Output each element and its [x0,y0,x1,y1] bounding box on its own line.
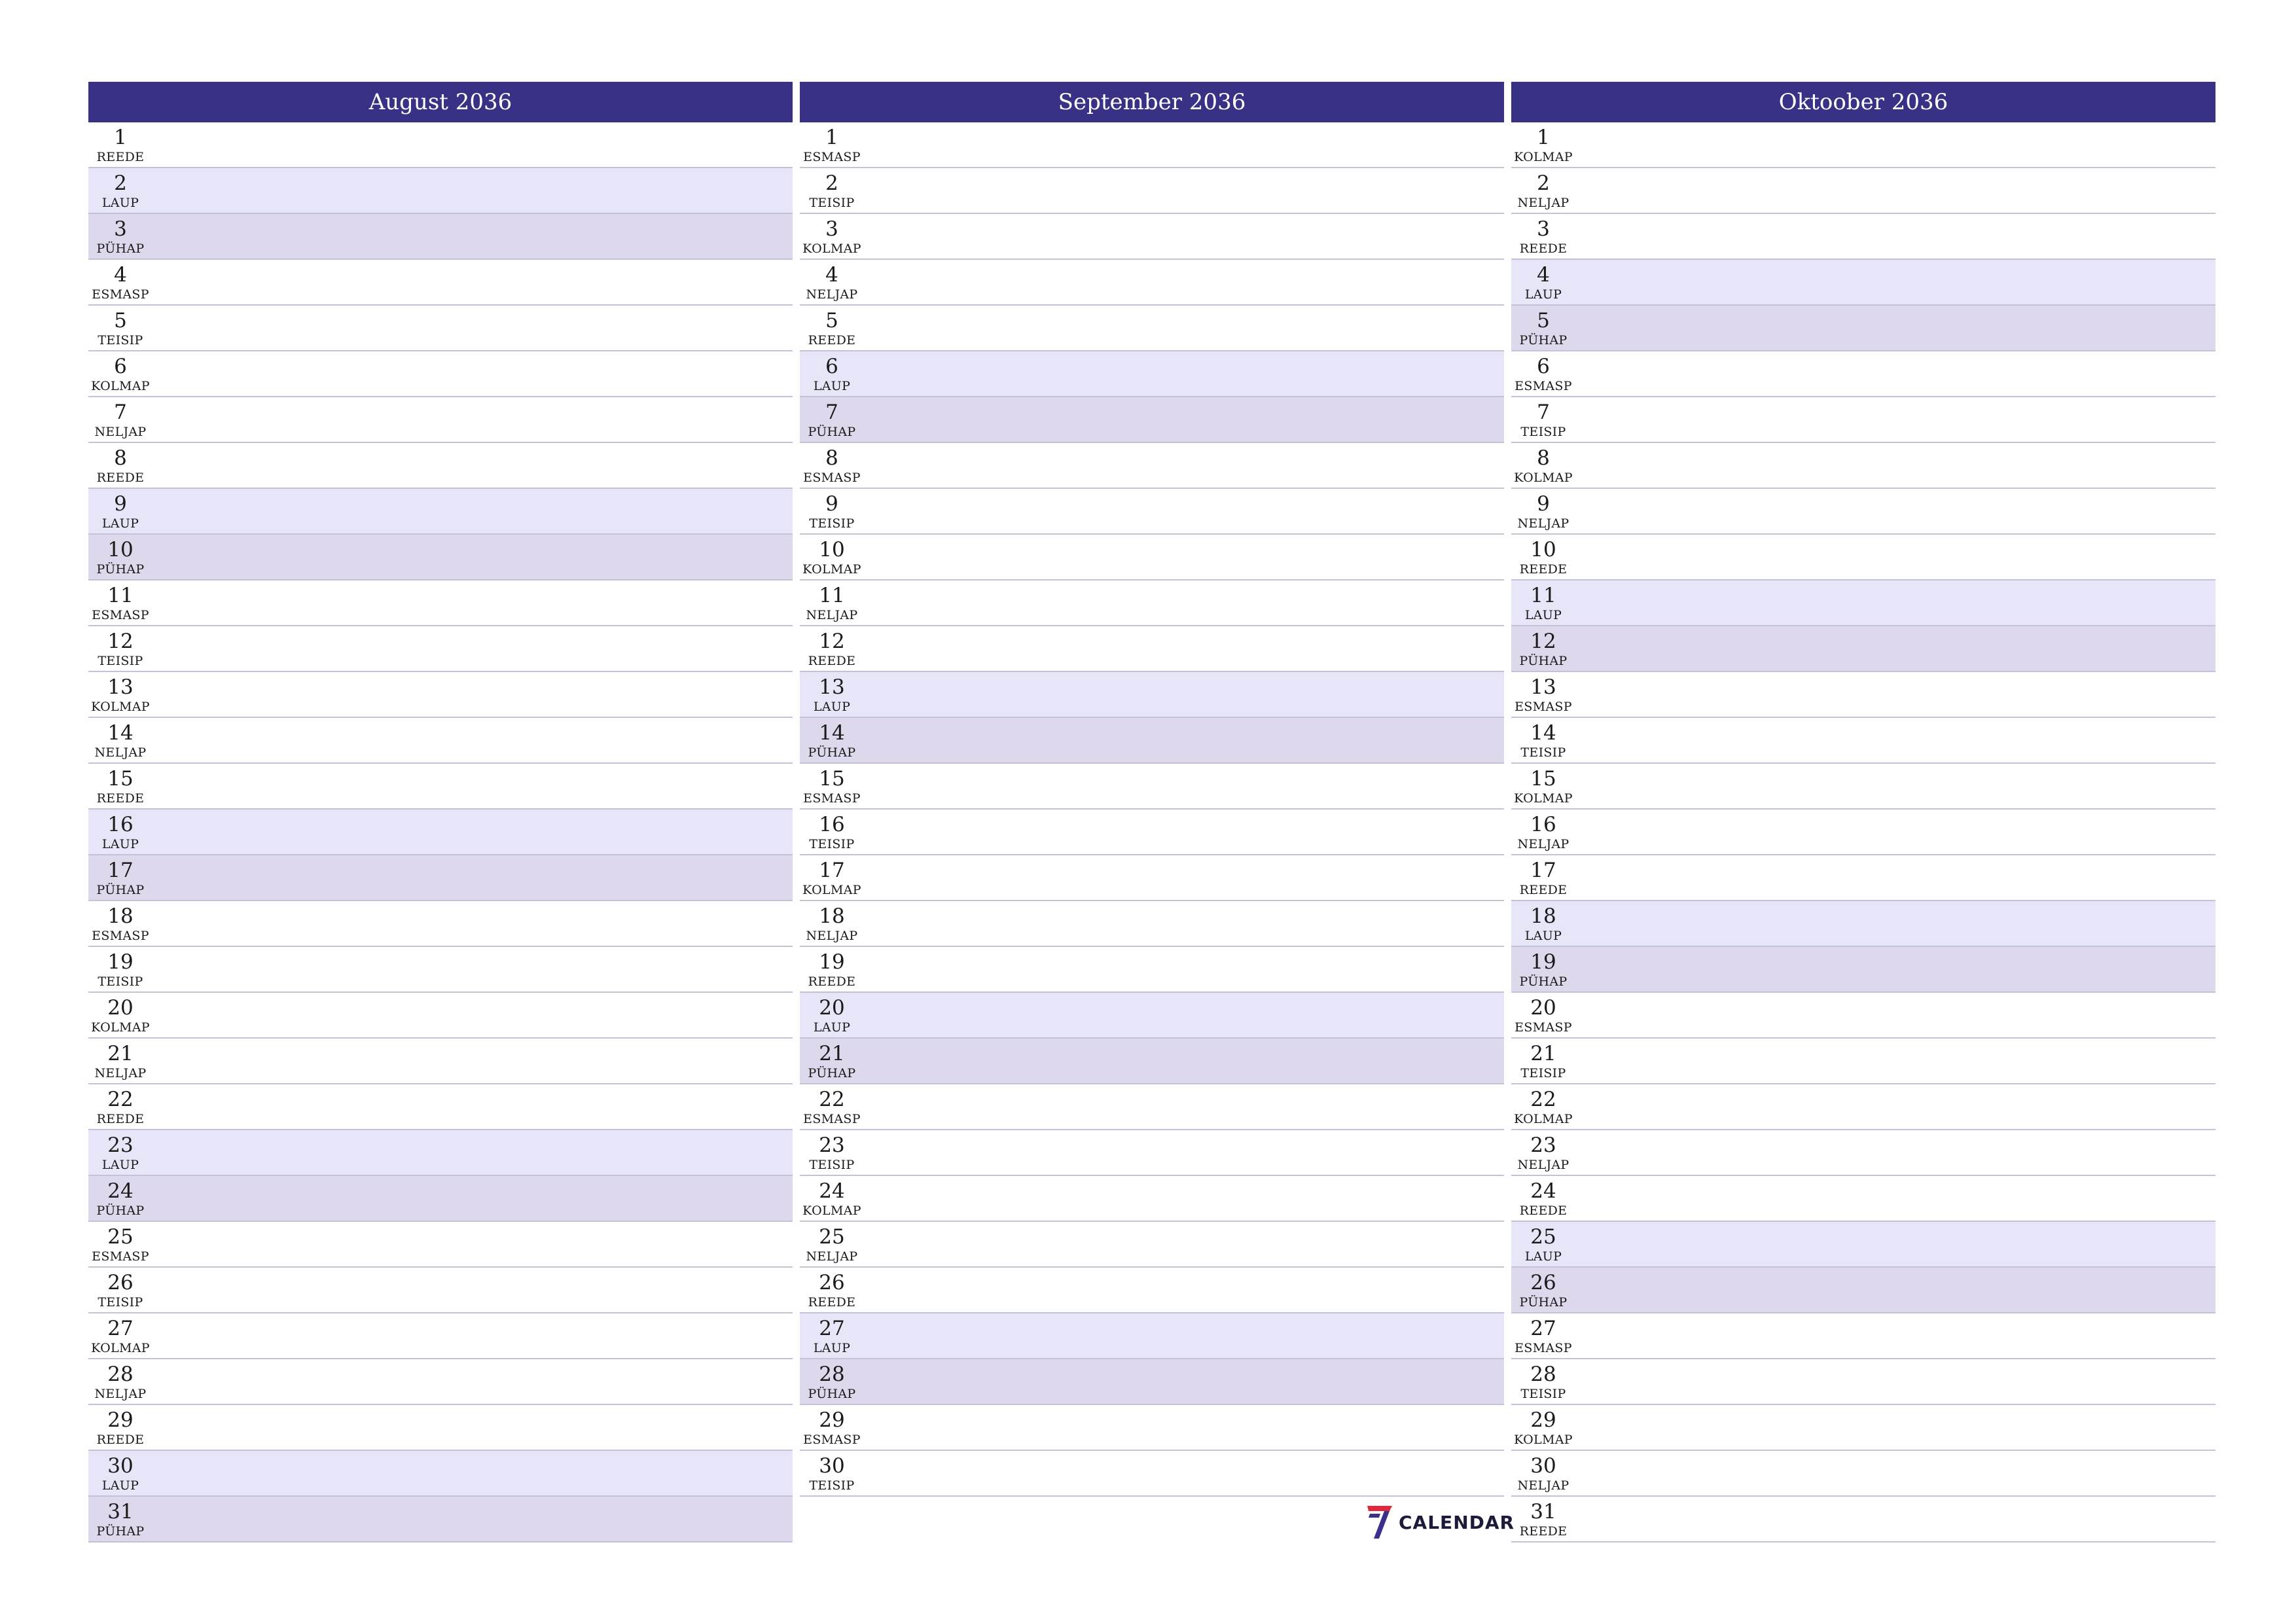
day-row [800,535,1504,580]
day-row [800,214,1504,260]
day-number: 8 [1537,446,1550,470]
day-row [1511,1268,2215,1313]
day-row [1511,1313,2215,1359]
month-title: September 2036 [800,82,1504,122]
month-title: August 2036 [88,82,793,122]
weekday-label: KOLMAP [1514,791,1573,806]
day-number: 30 [819,1454,845,1478]
weekday-label: NELJAP [806,287,858,302]
weekday-label: ESMASP [92,608,149,622]
day-number: 22 [107,1088,134,1111]
day-row [800,443,1504,489]
day-number: 14 [819,721,845,745]
day-number: 1 [825,126,838,149]
weekday-label: KOLMAP [91,1020,150,1035]
weekday-label: TEISIP [1520,1066,1566,1080]
weekday-label: LAUP [1524,1249,1562,1264]
day-row [1511,855,2215,901]
day-number: 17 [819,859,845,882]
day-number: 17 [107,859,134,882]
weekday-label: ESMASP [1515,1341,1572,1355]
weekday-label: TEISIP [809,196,855,210]
day-number: 4 [825,263,838,287]
weekday-label: PÜHAP [808,745,856,760]
day-row [1511,1176,2215,1222]
day-number: 10 [107,538,134,562]
day-number: 1 [1537,126,1550,149]
day-row [800,1451,1504,1497]
day-number: 19 [1530,950,1556,974]
day-row [88,855,793,901]
day-number: 24 [107,1179,134,1203]
day-row [88,443,793,489]
day-number: 27 [107,1317,134,1340]
weekday-label: LAUP [101,516,139,531]
day-row [88,1039,793,1084]
day-row [1511,1039,2215,1084]
weekday-label: PÜHAP [1519,654,1568,668]
weekday-label: ESMASP [803,791,861,806]
day-number: 1 [114,126,127,149]
day-number: 14 [1530,721,1556,745]
day-row [1511,580,2215,626]
weekday-label: NELJAP [806,929,858,943]
day-number: 25 [819,1225,845,1249]
day-row [800,306,1504,351]
day-number: 13 [819,675,845,699]
weekday-label: NELJAP [1517,1158,1570,1172]
day-row [88,489,793,535]
day-number: 6 [1537,355,1550,378]
logo-text: CALENDAR [1399,1511,1515,1533]
day-number: 5 [1537,309,1550,332]
day-row [1511,1359,2215,1405]
day-number: 18 [107,904,134,928]
weekday-label: TEISIP [809,1478,855,1493]
weekday-label: TEISIP [1520,745,1566,760]
day-row [1511,260,2215,306]
day-row [88,1497,793,1543]
day-row [88,306,793,351]
weekday-label: KOLMAP [802,883,861,897]
day-row [1511,351,2215,397]
day-number: 23 [819,1133,845,1157]
weekday-label: NELJAP [94,745,147,760]
weekday-label: ESMASP [1515,379,1572,393]
weekday-label: LAUP [813,1341,851,1355]
weekday-label: REEDE [1519,1524,1568,1539]
weekday-label: TEISIP [98,1295,143,1310]
day-number: 28 [107,1363,134,1386]
day-row [88,718,793,764]
day-number: 11 [1530,584,1556,607]
day-number: 24 [1530,1179,1556,1203]
weekday-label: LAUP [101,1158,139,1172]
day-number: 8 [825,446,838,470]
day-number: 15 [107,767,134,791]
day-number: 25 [1530,1225,1556,1249]
day-row [1511,535,2215,580]
day-row [800,1176,1504,1222]
day-number: 20 [107,996,134,1020]
day-number: 29 [819,1408,845,1432]
day-number: 28 [1530,1363,1556,1386]
weekday-label: PÜHAP [96,562,145,577]
weekday-label: LAUP [1524,608,1562,622]
day-row [800,1222,1504,1268]
day-row [88,672,793,718]
weekday-label: NELJAP [1517,516,1570,531]
day-row [88,1405,793,1451]
day-number: 19 [107,950,134,974]
day-number: 9 [825,492,838,516]
day-number: 30 [107,1454,134,1478]
weekday-label: NELJAP [806,1249,858,1264]
day-row [1511,122,2215,168]
weekday-label: LAUP [1524,929,1562,943]
weekday-label: REEDE [1519,883,1568,897]
day-row [1511,1130,2215,1176]
calendar-logo [1365,1504,1515,1541]
weekday-label: ESMASP [803,1433,861,1447]
day-row [800,1359,1504,1405]
day-list [88,122,793,1543]
weekday-label: PÜHAP [96,241,145,256]
weekday-label: LAUP [101,196,139,210]
day-number: 21 [1530,1042,1556,1065]
day-number: 30 [1530,1454,1556,1478]
weekday-label: ESMASP [1515,1020,1572,1035]
day-row [1511,1222,2215,1268]
weekday-label: ESMASP [803,1112,861,1126]
day-number: 18 [819,904,845,928]
weekday-label: TEISIP [1520,425,1566,439]
day-row [1511,810,2215,855]
day-number: 31 [1530,1500,1556,1524]
day-number: 7 [825,401,838,424]
weekday-label: NELJAP [94,1387,147,1401]
weekday-label: REEDE [1519,562,1568,577]
weekday-label: KOLMAP [1514,150,1573,164]
day-row [1511,1451,2215,1497]
day-row [800,718,1504,764]
day-row [800,993,1504,1039]
weekday-label: ESMASP [803,471,861,485]
day-row [88,397,793,443]
day-row [88,214,793,260]
day-number: 25 [107,1225,134,1249]
day-number: 12 [1530,630,1556,653]
day-row [800,1313,1504,1359]
weekday-label: NELJAP [1517,837,1570,851]
day-number: 26 [819,1271,845,1294]
day-number: 27 [1530,1317,1556,1340]
day-row [88,810,793,855]
day-number: 9 [1537,492,1550,516]
weekday-label: NELJAP [1517,1478,1570,1493]
day-number: 12 [107,630,134,653]
weekday-label: PÜHAP [1519,974,1568,989]
weekday-label: NELJAP [94,425,147,439]
weekday-label: TEISIP [98,654,143,668]
day-row [1511,1084,2215,1130]
day-row [88,901,793,947]
weekday-label: REEDE [808,333,856,348]
weekday-label: REEDE [1519,1204,1568,1218]
day-number: 2 [1537,171,1550,195]
day-row [88,122,793,168]
day-row [800,260,1504,306]
weekday-label: LAUP [813,379,851,393]
day-row [1511,947,2215,993]
weekday-label: REEDE [96,1433,145,1447]
day-number: 13 [1530,675,1556,699]
weekday-label: TEISIP [98,333,143,348]
weekday-label: PÜHAP [808,1066,856,1080]
day-number: 31 [107,1500,134,1524]
day-row [1511,672,2215,718]
weekday-label: KOLMAP [91,379,150,393]
day-number: 23 [1530,1133,1556,1157]
day-row [800,1405,1504,1451]
day-row [800,1039,1504,1084]
day-number: 10 [819,538,845,562]
weekday-label: PÜHAP [808,425,856,439]
day-number: 23 [107,1133,134,1157]
day-number: 5 [114,309,127,332]
day-number: 3 [114,217,127,241]
day-row [1511,397,2215,443]
weekday-label: KOLMAP [91,1341,150,1355]
day-row [1511,1405,2215,1451]
day-row [88,993,793,1039]
day-number: 15 [1530,767,1556,791]
day-row [1511,1497,2215,1543]
day-row [800,764,1504,810]
weekday-label: LAUP [813,700,851,714]
day-number: 8 [114,446,127,470]
day-number: 16 [819,813,845,836]
day-row [88,764,793,810]
day-row [800,947,1504,993]
day-number: 7 [114,401,127,424]
day-row [88,1451,793,1497]
day-row [800,672,1504,718]
day-row [800,489,1504,535]
weekday-label: TEISIP [1520,1387,1566,1401]
weekday-label: REEDE [808,974,856,989]
weekday-label: KOLMAP [802,241,861,256]
day-row [800,901,1504,947]
weekday-label: TEISIP [98,974,143,989]
day-row [88,168,793,214]
day-number: 3 [825,217,838,241]
day-row [800,810,1504,855]
day-row [88,1130,793,1176]
day-row [800,1130,1504,1176]
weekday-label: KOLMAP [802,562,861,577]
day-row [800,580,1504,626]
day-number: 17 [1530,859,1556,882]
weekday-label: ESMASP [92,1249,149,1264]
day-number: 16 [1530,813,1556,836]
weekday-label: LAUP [101,1478,139,1493]
day-row [88,1176,793,1222]
day-number: 2 [825,171,838,195]
day-number: 7 [1537,401,1550,424]
day-row [88,1313,793,1359]
weekday-label: REEDE [808,654,856,668]
day-number: 16 [107,813,134,836]
day-row [1511,306,2215,351]
day-row [1511,489,2215,535]
day-row [1511,718,2215,764]
day-number: 26 [1530,1271,1556,1294]
day-row [88,1359,793,1405]
day-number: 28 [819,1363,845,1386]
day-number: 15 [819,767,845,791]
day-number: 19 [819,950,845,974]
day-number: 11 [819,584,845,607]
day-row [800,626,1504,672]
weekday-label: KOLMAP [91,700,150,714]
weekday-label: LAUP [813,1020,851,1035]
weekday-label: ESMASP [92,929,149,943]
day-row [88,626,793,672]
day-number: 20 [1530,996,1556,1020]
day-row [800,397,1504,443]
weekday-label: KOLMAP [1514,471,1573,485]
day-row [1511,993,2215,1039]
day-row [88,1084,793,1130]
day-row [1511,626,2215,672]
day-row [88,260,793,306]
weekday-label: TEISIP [809,1158,855,1172]
day-number: 26 [107,1271,134,1294]
day-number: 6 [114,355,127,378]
day-row [88,351,793,397]
weekday-label: KOLMAP [1514,1433,1573,1447]
day-number: 13 [107,675,134,699]
day-number: 20 [819,996,845,1020]
day-row [88,580,793,626]
day-row [88,535,793,580]
day-row [88,1222,793,1268]
month-title: Oktoober 2036 [1511,82,2215,122]
weekday-label: ESMASP [803,150,861,164]
day-number: 29 [1530,1408,1556,1432]
weekday-label: PÜHAP [96,1524,145,1539]
day-number: 22 [819,1088,845,1111]
day-number: 4 [1537,263,1550,287]
day-list [1511,122,2215,1543]
day-row [800,1268,1504,1313]
weekday-label: TEISIP [809,516,855,531]
weekday-label: REEDE [96,471,145,485]
day-number: 10 [1530,538,1556,562]
day-row [1511,168,2215,214]
weekday-label: PÜHAP [96,883,145,897]
day-number: 18 [1530,904,1556,928]
day-number: 14 [107,721,134,745]
day-number: 2 [114,171,127,195]
weekday-label: REEDE [1519,241,1568,256]
weekday-label: ESMASP [92,287,149,302]
weekday-label: REEDE [808,1295,856,1310]
weekday-label: NELJAP [94,1066,147,1080]
day-number: 6 [825,355,838,378]
weekday-label: KOLMAP [802,1204,861,1218]
day-number: 24 [819,1179,845,1203]
day-number: 5 [825,309,838,332]
weekday-label: REEDE [96,150,145,164]
day-number: 3 [1537,217,1550,241]
month-column-september [800,82,1504,1497]
weekday-label: NELJAP [806,608,858,622]
day-number: 11 [107,584,134,607]
day-number: 27 [819,1317,845,1340]
month-column-oktoober [1511,82,2215,1543]
weekday-label: TEISIP [809,837,855,851]
day-row [1511,214,2215,260]
day-row [800,855,1504,901]
weekday-label: PÜHAP [1519,1295,1568,1310]
weekday-label: PÜHAP [808,1387,856,1401]
day-row [1511,764,2215,810]
weekday-label: PÜHAP [1519,333,1568,348]
weekday-label: ESMASP [1515,700,1572,714]
day-row [800,1084,1504,1130]
weekday-label: REEDE [96,791,145,806]
day-row [88,1268,793,1313]
weekday-label: REEDE [96,1112,145,1126]
day-number: 29 [107,1408,134,1432]
day-number: 12 [819,630,845,653]
seven-logo-icon [1365,1505,1393,1540]
month-column-august [88,82,793,1543]
day-number: 22 [1530,1088,1556,1111]
weekday-label: KOLMAP [1514,1112,1573,1126]
day-list [800,122,1504,1497]
weekday-label: LAUP [101,837,139,851]
day-row [1511,901,2215,947]
day-number: 21 [819,1042,845,1065]
day-row [88,947,793,993]
weekday-label: NELJAP [1517,196,1570,210]
day-number: 21 [107,1042,134,1065]
day-row [800,168,1504,214]
day-row [800,122,1504,168]
weekday-label: LAUP [1524,287,1562,302]
day-row [800,351,1504,397]
day-row [1511,443,2215,489]
day-number: 9 [114,492,127,516]
weekday-label: PÜHAP [96,1204,145,1218]
day-number: 4 [114,263,127,287]
